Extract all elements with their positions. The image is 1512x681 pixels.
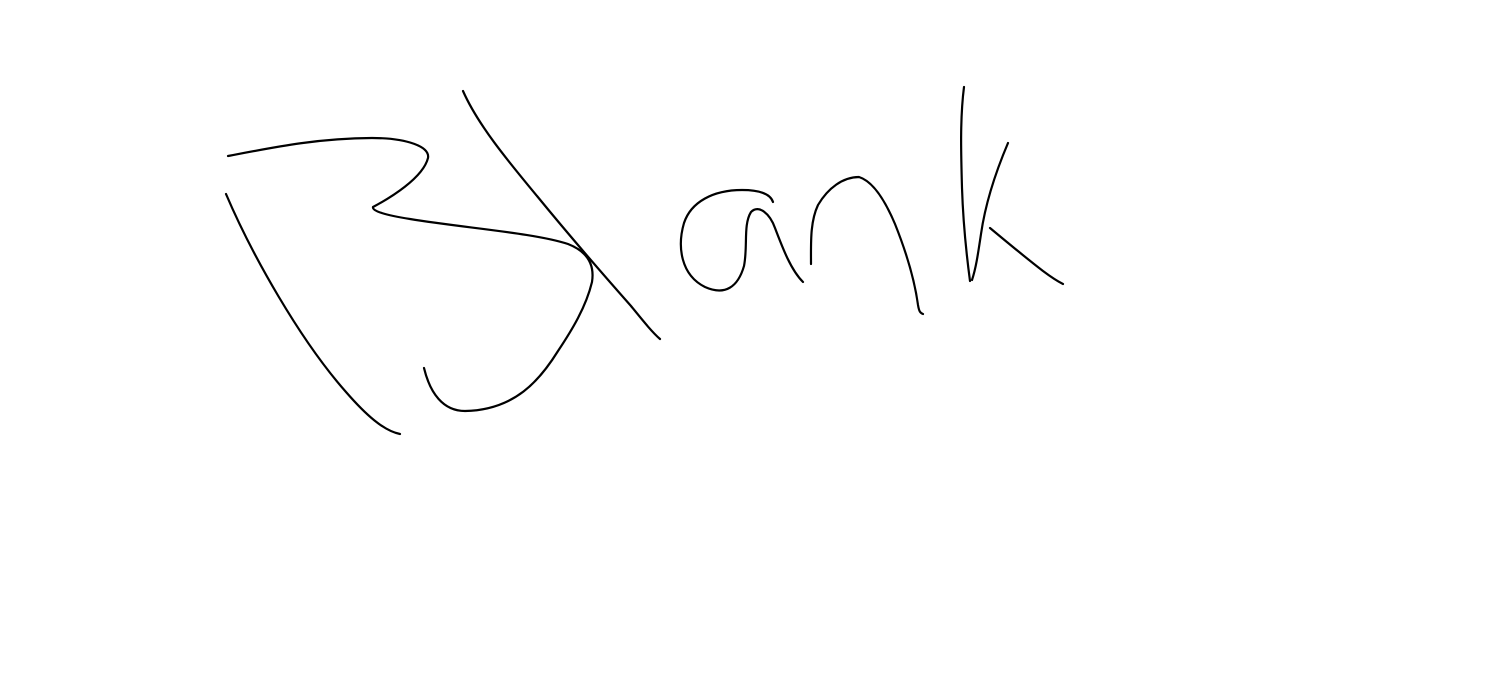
k-leg-stroke <box>990 228 1063 284</box>
letter-a <box>681 190 803 290</box>
letter-n <box>811 177 923 314</box>
k-arm-stroke <box>972 143 1008 280</box>
k-stem-stroke <box>961 87 970 281</box>
letter-l <box>463 91 660 339</box>
letter-k <box>961 87 1063 284</box>
b-top-stroke <box>228 138 593 411</box>
b-stem-stroke <box>226 194 400 434</box>
letter-b <box>226 138 593 434</box>
